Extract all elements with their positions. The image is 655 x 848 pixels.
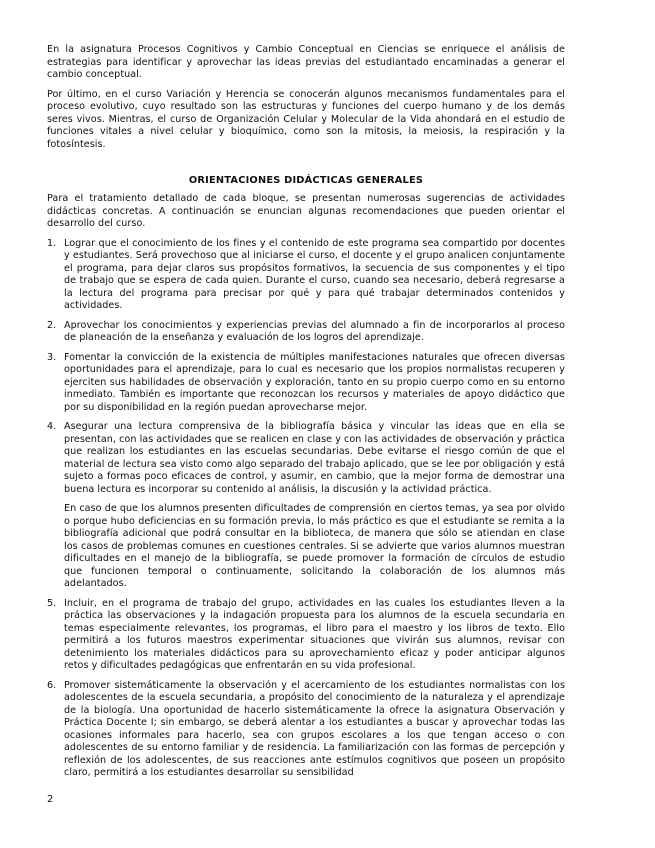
item-number: 4.: [47, 421, 57, 432]
page-number: 2: [47, 794, 54, 805]
item-text: Fomentar la convicción de la existencia de múltiples manifestaciones naturales que ofrecen diversas oportunidades para el aprendizaje, para lo cual es necesario que los propios normalistas recuperen y ejerciten sus habilidades de observación y exploración, tanto en su propio cuerpo como en su entorno inmediato. También es importante que reconozcan los recursos y materiales de apoyo didáctico que por su disponibilidad en la región puedan aprovecharse mejor.: [64, 351, 565, 413]
item-number: 1.: [47, 237, 57, 249]
item-text: Aprovechar los conocimientos y experiencias previas del alumnado a fin de incorporarlos al proceso de planeación de la enseñanza y evaluación de los logros del aprendizaje.: [64, 319, 565, 343]
item-text: Asegurar una lectura comprensiva de la bibliografía básica y vincular las ideas que en ella se presentan, con las actividades que se realicen en clase y con las actividades de observación y práctica que realizan los estudiantes en las escuelas secundarias. Debe evitarse el riesgo común de que el material de lectura sea visto como algo separado del trabajo aplicado, que se lee por obligación y está sujeto a formas poco eficaces de control, y asumir, en cambio, que la mejor forma de demostrar una buena lectura es incorporar su contenido al análisis, la discusión y la actividad práctica.: [64, 421, 565, 495]
item-number: 2.: [47, 319, 57, 331]
list-item: [47, 680, 565, 780]
recommendations-list: [47, 238, 565, 780]
item-number: 5.: [47, 597, 57, 609]
item-number: 3.: [47, 351, 57, 363]
list-item: [47, 421, 565, 591]
item-number: 6.: [47, 679, 57, 691]
list-item: [47, 238, 565, 313]
item-text: Promover sistemáticamente la observación y el acercamiento de los estudiantes normalistas con los adolescentes de la escuela secundaria, a propósito del conocimiento de la naturaleza y el aprendizaje de la biología. Una oportunidad de hacerlo sistemáticamente la ofrece la asignatura Observación y Práctica Docente I; sin embargo, se deberá alentar a los estudiantes a buscar y aprovechar todas las ocasiones informales para hacerlo, sea con grupos escolares a los que tengan acceso o con adolescentes de su entorno familiar y de residencia. La familiarización con las formas de percepción y reflexión de los adolescentes, de sus reacciones ante estímulos cognitivos que poseen un propósito claro, permitirá a los estudiantes desarrollar su sensibilidad: [64, 679, 565, 778]
intro-paragraph-1: En la asignatura Procesos Cognitivos y Cambio Conceptual en Ciencias se enriquece el análisis de estrategias para identificar y aprovechar las ideas previas del estudiantado encaminadas a generar el cambio conceptual.: [47, 44, 565, 80]
list-item: [47, 320, 565, 345]
item-extra-paragraph: En caso de que los alumnos presenten dificultades de comprensión en ciertos temas, ya sea por olvido o porque hubo deficiencias en su formación previa, lo más práctico es que el estudiante se remita a la bibliografía adicional que podrá consultar en la biblioteca, de manera que sólo se atiendan en clase los casos de problemas comunes en cuestiones centrales. Si se advierte que varios alumnos muestran dificultades en el manejo de la bibliografía, se puede promover la formación de círculos de estudio que funcionen temporal o continuamente, solicitando la colaboración de los alumnos más adelantados.: [64, 503, 565, 589]
section-lead-paragraph: Para el tratamiento detallado de cada bloque, se presentan numerosas sugerencias de actividades didácticas concretas. A continuación se enuncian algunas recomendaciones que pueden orientar el desarrollo del curso.: [47, 193, 565, 229]
list-item: [47, 352, 565, 415]
item-text: Incluir, en el programa de trabajo del grupo, actividades en las cuales los estudiantes lleven a la práctica las observaciones y la indagación propuesta para los alumnos de la escuela secundaria en temas especialmente relevantes, los programas, el libro para el maestro y los libros de texto. Ello permitirá a los futuros maestros experimentar situaciones que vivirán sus alumnos, revisar con detenimiento los materiales didácticos para su aprovechamiento eficaz y poder anticipar algunos retos y dificultades pedagógicas que enfrentarán en su vida profesional.: [64, 597, 565, 671]
list-item: [47, 598, 565, 673]
section-heading: ORIENTACIONES DIDÁCTICAS GENERALES: [188, 175, 424, 186]
item-text: Lograr que el conocimiento de los fines y el contenido de este programa sea compartido por docentes y estudiantes. Será provechoso que al iniciarse el curso, el docente y el grupo analicen conjuntamente el programa, para dejar claros sus propósitos formativos, la secuencia de sus componentes y el tipo de trabajo que se espera de cada quien. Durante el curso, cuando sea necesario, deberá regresarse a la lectura del programa para precisar por qué y para qué trabajar determinados contenidos y actividades.: [64, 237, 565, 311]
intro-paragraph-2: Por último, en el curso Variación y Herencia se conocerán algunos mecanismos fundamentales para el proceso evolutivo, cuyo resultado son las estructuras y funciones del cuerpo humano y de los demás seres vivos. Mientras, el curso de Organización Celular y Molecular de la Vida ahondará en el estudio de funciones vitales a nivel celular y bioquímico, como son la mitosis, la meiosis, la respiración y la fotosíntesis.: [47, 88, 565, 150]
